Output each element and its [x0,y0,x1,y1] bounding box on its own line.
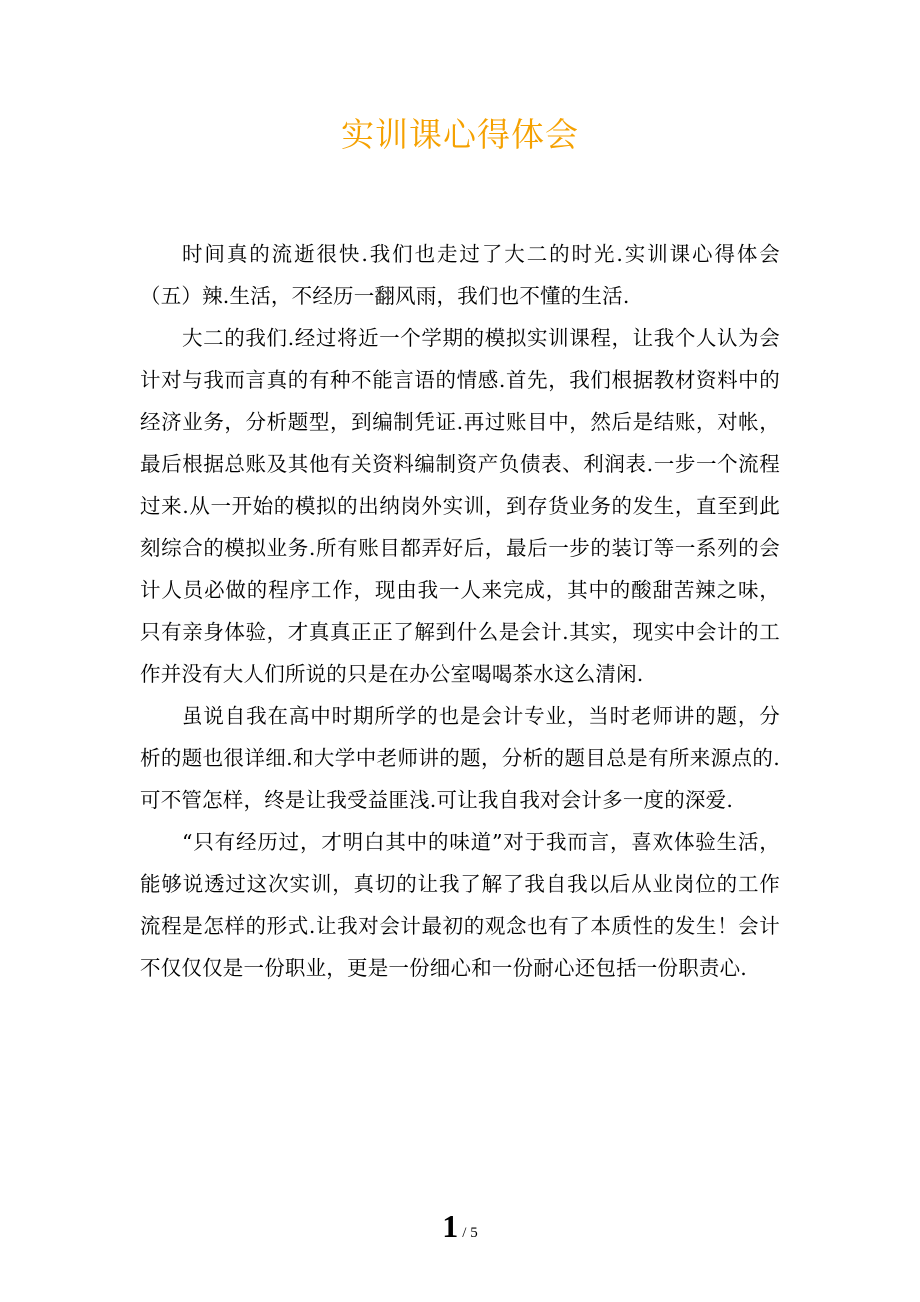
paragraph-4: “只有经历过，才明白其中的味道”对于我而言，喜欢体验生活，能够说透过这次实训，真切的让我了解了我自我以后从业岗位的工作流程是怎样的形式.让我对会计最初的观念也有了本质性的发生！会计不仅仅仅是一份职业，更是一份细心和一份耐心还包括一份职责心. [140,830,780,980]
current-page-number: 1 [442,1208,459,1244]
page-number-footer [0,1208,920,1245]
paragraph-3: 虽说自我在高中时期所学的也是会计专业，当时老师讲的题，分析的题也很详细.和大学中老师讲的题，分析的题目总是有所来源点的.可不管怎样，终是让我受益匪浅.可让我自我对会计多一度的深爱. [140,704,780,812]
paragraph-1: 时间真的流逝很快.我们也走过了大二的时光.实训课心得体会（五）辣.生活，不经历一翻风雨，我们也不懂的生活. [140,242,780,308]
paragraph-2: 大二的我们.经过将近一个学期的模拟实训课程，让我个人认为会计对与我而言真的有种不能言语的情感.首先，我们根据教材资料中的经济业务，分析题型，到编制凭证.再过账目中，然后是结账，对帐，最后根据总账及其他有关资料编制资产负债表、利润表.一步一个流程过来.从一开始的模拟的出纳岗外实训，到存货业务的发生，直至到此刻综合的模拟业务.所有账目都弄好后，最后一步的装订等一系列的会计人员必做的程序工作，现由我一人来完成，其中的酸甜苦辣之味，只有亲身体验，才真真正正了解到什么是会计.其实，现实中会计的工作并没有大人们所说的只是在办公室喝喝茶水这么清闲. [140,326,780,686]
document-title: 实训课心得体会 [341,115,579,154]
total-pages: / 5 [462,1225,478,1241]
document-body [140,233,780,989]
